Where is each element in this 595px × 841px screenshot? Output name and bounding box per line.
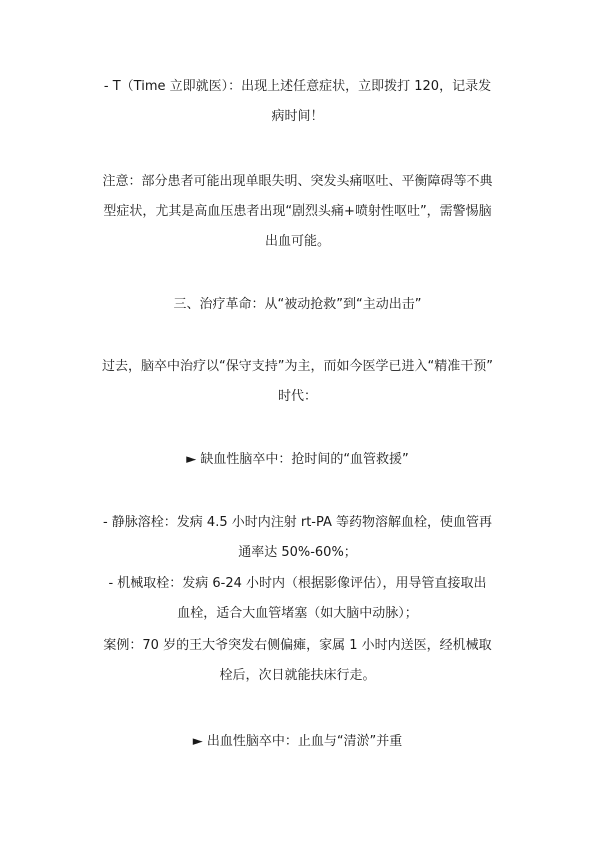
text-line: 型症状，尤其是高血压患者出现“剧烈头痛+喷射性呕吐”，需警惕脑	[103, 204, 492, 219]
text-line: 过去，脑卒中治疗以“保守支持”为主，而如今医学已进入“精准干预”	[102, 359, 493, 374]
text-line: - 机械取栓：发病 6-24 小时内（根据影像评估），用导管直接取出	[108, 576, 487, 591]
text-line: - T（Time 立即就医）：出现上述任意症状，立即拨打 120，记录发	[103, 79, 492, 94]
text-line: 注意：部分患者可能出现单眼失明、突发头痛呕吐、平衡障碍等不典	[102, 174, 493, 189]
text-line: 通率达 50%-60%；	[238, 545, 357, 560]
section-heading: 三、治疗革命：从“被动抢救”到“主动出击”	[173, 297, 422, 312]
subheading-ischemic: ► 缺血性脑卒中：抢时间的“血管救援”	[186, 452, 409, 467]
text-line: 案例：70 岁的王大爷突发右侧偏瘫，家属 1 小时内送医，经机械取	[103, 638, 492, 653]
text-line: 病时间！	[271, 109, 324, 124]
text-line: 栓后，次日就能扶床行走。	[219, 668, 376, 683]
text-line: 血栓，适合大血管堵塞（如大脑中动脉）；	[177, 606, 418, 621]
subheading-hemorrhagic: ► 出血性脑卒中：止血与“清淤”并重	[192, 734, 403, 749]
text-line: 出血可能。	[264, 234, 330, 249]
text-line: - 静脉溶栓：发病 4.5 小时内注射 rt-PA 等药物溶解血栓，使血管再	[102, 515, 493, 530]
text-line: 时代：	[277, 389, 317, 404]
